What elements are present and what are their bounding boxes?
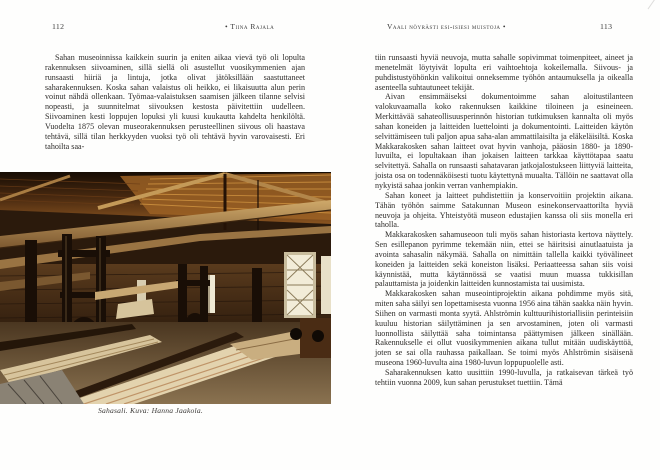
sawmill-photo-illustration (0, 172, 331, 404)
page-number-left: 112 (52, 22, 65, 31)
paragraph: Makkarakosken sahan museointiprojektin aikana pohdimme myös sitä, miten saha säilyi sen lopettamisesta vuonna 1956 aina tähän saakka näin hyvin. Siihen on varmasti monta syytä. Ahlströmin kulttuurihistoriallisiin perinteisiin kuuluu historian säilyttäminen ja sen arvostaminen, joten oli varmasti luonnollista säilyttää saha toimintansa päättymisen jälkeen sinällään. Rakennukselle ei ollut vuosikymmenien aikana tullut mitään uudiskäyttöä, joten se sai olla rauhassa paikallaan. Se toimi myös Ahlströmin sisäisenä museona 1960-luvulta aina 1980-luvun loppupuolelle asti. (375, 289, 633, 368)
paragraph: Sahan museoinnissa kaikkein suurin ja eniten aikaa vievä työ oli lopulta rakennuksen siivoaminen, sillä siellä oli asustellut vuosikymmenien ajan runsaasti hiiriä ja lintuja, jotka olivat jätöksillään saastuttaneet saharakennuksen. Koska sahan valaistus oli heikko, ei likaisuutta alun perin voinut nähdä ollenkaan. Työmaa-valaistuksen saamisen jälkeen tilanne selvisi nopeasti, ja suunnitelmat siivouksen kestosta päivitettiin uudelleen. Siivoaminen kesti loppujen lopuksi yli kuusi kuukautta kahdelta henkilöltä. Vuodelta 1875 olevan museorakennuksen perusteellinen siivous oli haastava tehtävä, sillä tilan herkkyyden vuoksi työ oli tehtävä hyvin varovaisesti. Eri tahoilta saa- (45, 53, 305, 151)
body-text-left (45, 53, 305, 151)
page-number-right: 113 (600, 22, 613, 31)
paragraph: Aivan ensimmäiseksi dokumentoimme sahan aloitustilanteen valokuvaamalla koko rakennuksen kaikkine tiloineen ja esineineen. Merkittävää sahateollisuusperinnön historian tutkimuksen kannalta oli myös sahan koneiden ja laitteiden luettelointi ja dokumentointi. Laitteiden käytön selvittämiseen tuli paljon apua saha-alan ammattilaisilta ja eläkeläisiltä. Koska Makkarakosken sahan laitteet ovat hyvin vanhoja, pääosin 1880- ja 1890-luvuilta, ei lopultakaan ihan jokaisen laitteen tarkkaa käyttötapaa saatu selvitettyä. Sahalla on runsaasti sahatavaran jatkojalostukseen liittyviä laitteita, joista osa on todennäköisesti tuotu käytettynä muualta. Tällöin ne saattavat olla nykyistä sahaa jonkin verran vanhempiakin. (375, 92, 633, 190)
paragraph: Sahan koneet ja laitteet puhdistettiin ja konservoitiin projektin aikana. Tähän työhön saimme Satakunnan Museon esinekonservaattorilta hyviä neuvoja ja ohjeita. Yhteistyötä museon edustajien kanssa oli siis monella eri taholla. (375, 190, 633, 230)
running-head-left: • Tiina Rajala (225, 22, 275, 31)
page-right (330, 0, 660, 470)
photo-caption: Sahasali. Kuva: Hanna Jaakola. (98, 406, 203, 415)
paragraph: tiin runsaasti hyviä neuvoja, mutta sahalle sopivimmat toimenpiteet, aineet ja menetelmät löytyivät lopulta eri vaihtoehtoja kokeilemalla. Siivous- ja puhdistustyöhönkin valikoitui onneksemme työhön antaumuksella ja oikealla asenteella suhtautuneet tekijät. (375, 53, 633, 92)
body-text-right (375, 53, 633, 388)
running-head-right: Vaali nöyrästi esi-isiesi muistoja • (387, 22, 507, 31)
paragraph: Saharakennuksen katto uusittiin 1990-luvulla, ja ratkaisevan tärkeä työ tehtiin vuonna 2009, kun sahan perustukset tuettiin. Tämä (375, 368, 633, 387)
paragraph: Makkarakosken sahamuseoon tuli myös sahan historiasta kertova näyttely. Sen esillepanon pyrimme tekemään niin, ettei se häiritsisi ainutlaatuista ja avointa sahasalin näkymää. Sahalla on nimittäin tallella kaikki työvälineet koneiden ja laitteiden sekä koneiston lisäksi. Periaatteessa sahan siis voisi käynnistää, mutta käytännössä se vaatisi muun muassa tukkisillan palauttamista ja joidenkin laitteiden kunnostamista tai uusimista. (375, 230, 633, 289)
sawmill-photo (0, 172, 331, 404)
